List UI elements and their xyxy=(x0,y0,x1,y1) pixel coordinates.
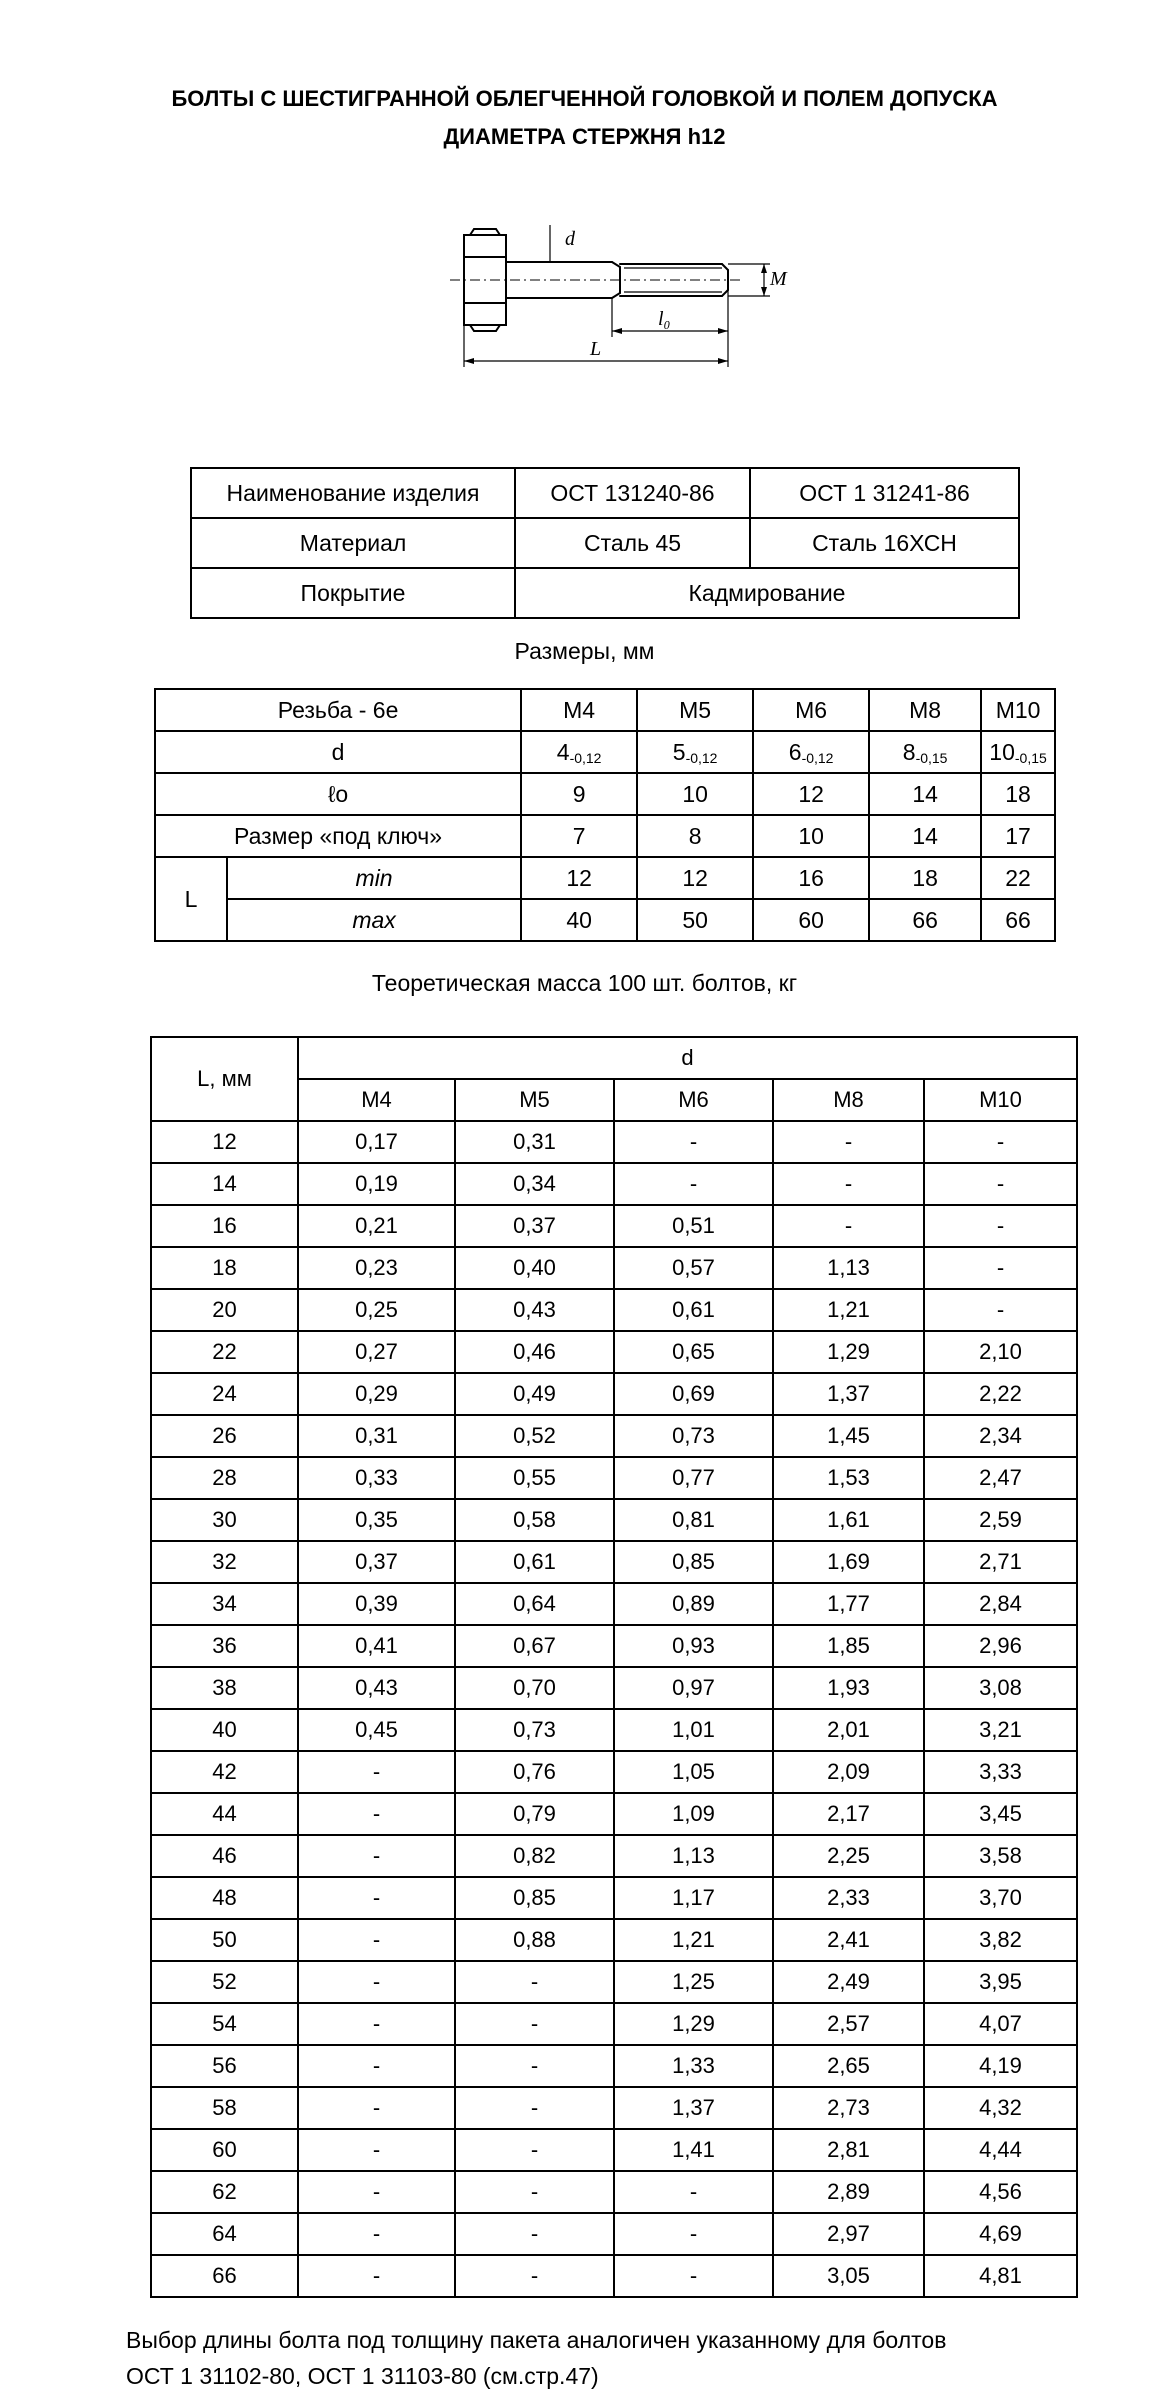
min-cell: 16 xyxy=(753,857,869,899)
product-2: ОСТ 1 31241-86 xyxy=(750,468,1019,518)
mass-value-cell: 1,21 xyxy=(614,1919,773,1961)
mass-value-cell: 2,81 xyxy=(773,2129,924,2171)
table-row xyxy=(151,1919,1077,1961)
d-cell: $4_{-0,12}$ xyxy=(521,731,637,773)
mass-value-cell: 1,45 xyxy=(773,1415,924,1457)
mass-value-cell: - xyxy=(298,2213,455,2255)
mass-value-cell: 1,77 xyxy=(773,1583,924,1625)
mass-value-cell: 0,97 xyxy=(614,1667,773,1709)
mass-value-cell: 1,05 xyxy=(614,1751,773,1793)
mass-value-cell: - xyxy=(924,1205,1077,1247)
mass-value-cell: 3,08 xyxy=(924,1667,1077,1709)
table-row xyxy=(151,1541,1077,1583)
table-row xyxy=(151,2213,1077,2255)
mass-length-cell: 38 xyxy=(151,1667,298,1709)
mass-value-cell: - xyxy=(773,1205,924,1247)
mass-value-cell: 1,09 xyxy=(614,1793,773,1835)
table-row xyxy=(151,1331,1077,1373)
mass-value-cell: - xyxy=(298,1961,455,2003)
mass-value-cell: 2,17 xyxy=(773,1793,924,1835)
mass-length-cell: 66 xyxy=(151,2255,298,2297)
mass-value-cell: 0,37 xyxy=(298,1541,455,1583)
key-row xyxy=(155,815,1055,857)
mass-value-cell: 3,95 xyxy=(924,1961,1077,2003)
mass-value-cell: 0,89 xyxy=(614,1583,773,1625)
dims-caption: Размеры, мм xyxy=(514,638,655,664)
l0-cell: 12 xyxy=(753,773,869,815)
mass-length-cell: 28 xyxy=(151,1457,298,1499)
mass-value-cell: 2,59 xyxy=(924,1499,1077,1541)
mass-value-cell: 2,34 xyxy=(924,1415,1077,1457)
mass-length-cell: 52 xyxy=(151,1961,298,2003)
max-cell: 60 xyxy=(753,899,869,941)
page-title xyxy=(0,80,1169,156)
table-row xyxy=(151,1751,1077,1793)
mass-value-cell: - xyxy=(614,2171,773,2213)
mass-value-cell: - xyxy=(924,1289,1077,1331)
mass-value-cell: 2,57 xyxy=(773,2003,924,2045)
mass-value-cell: 2,96 xyxy=(924,1625,1077,1667)
mass-value-cell: 0,19 xyxy=(298,1163,455,1205)
table-row xyxy=(151,1667,1077,1709)
mass-value-cell: 1,93 xyxy=(773,1667,924,1709)
material-table xyxy=(190,467,1020,619)
mass-value-cell: 1,29 xyxy=(773,1331,924,1373)
mass-value-cell: - xyxy=(455,1961,614,2003)
key-cell: 7 xyxy=(521,815,637,857)
coating-value: Кадмирование xyxy=(515,568,1019,618)
material-row-material xyxy=(191,518,1019,568)
mass-value-cell: 0,35 xyxy=(298,1499,455,1541)
dimensions-table xyxy=(154,688,1056,942)
mass-value-cell: 0,49 xyxy=(455,1373,614,1415)
mass-value-cell: 0,17 xyxy=(298,1121,455,1163)
mass-value-cell: 2,41 xyxy=(773,1919,924,1961)
min-row xyxy=(155,857,1055,899)
mass-length-cell: 56 xyxy=(151,2045,298,2087)
key-cell: 17 xyxy=(981,815,1055,857)
mass-value-cell: 0,77 xyxy=(614,1457,773,1499)
l0-row xyxy=(155,773,1055,815)
d-cell: $10_{-0,15}$ xyxy=(981,731,1055,773)
mass-value-cell: 2,01 xyxy=(773,1709,924,1751)
mass-value-cell: 1,85 xyxy=(773,1625,924,1667)
mass-length-cell: 58 xyxy=(151,2087,298,2129)
mass-header-row xyxy=(151,1037,1077,1079)
title-line-1: БОЛТЫ С ШЕСТИГРАННОЙ ОБЛЕГЧЕННОЙ ГОЛОВКОЙ И ПОЛЕМ ДОПУСКА xyxy=(171,86,998,111)
min-cell: 18 xyxy=(869,857,981,899)
mass-value-cell: 4,32 xyxy=(924,2087,1077,2129)
mass-value-cell: - xyxy=(298,2129,455,2171)
l0-label: ℓo xyxy=(155,773,521,815)
d-cell: $8_{-0,15}$ xyxy=(869,731,981,773)
mass-value-cell: 2,65 xyxy=(773,2045,924,2087)
table-row xyxy=(151,1247,1077,1289)
mass-value-cell: 2,97 xyxy=(773,2213,924,2255)
mass-value-cell: 0,55 xyxy=(455,1457,614,1499)
mass-value-cell: 3,45 xyxy=(924,1793,1077,1835)
mass-value-cell: - xyxy=(298,2171,455,2213)
mass-length-cell: 48 xyxy=(151,1877,298,1919)
thread-cell: M8 xyxy=(869,689,981,731)
title-line-2: ДИАМЕТРА СТЕРЖНЯ h12 xyxy=(443,124,726,149)
mass-value-cell: - xyxy=(298,2003,455,2045)
mass-value-cell: - xyxy=(614,2213,773,2255)
mass-length-cell: 26 xyxy=(151,1415,298,1457)
product-1: ОСТ 131240-86 xyxy=(515,468,750,518)
mass-value-cell: 0,37 xyxy=(455,1205,614,1247)
mass-value-cell: 2,89 xyxy=(773,2171,924,2213)
mass-value-cell: 0,40 xyxy=(455,1247,614,1289)
material-row-coating xyxy=(191,568,1019,618)
mass-column-header: M10 xyxy=(924,1079,1077,1121)
table-row xyxy=(151,1961,1077,2003)
mass-value-cell: 0,34 xyxy=(455,1163,614,1205)
mass-value-cell: 0,27 xyxy=(298,1331,455,1373)
max-cell: 66 xyxy=(981,899,1055,941)
L-label: L xyxy=(155,857,227,941)
mass-value-cell: 0,88 xyxy=(455,1919,614,1961)
mass-value-cell: 1,25 xyxy=(614,1961,773,2003)
row-material-label: Материал xyxy=(191,518,515,568)
d-cell: $6_{-0,12}$ xyxy=(753,731,869,773)
mass-value-cell: 0,69 xyxy=(614,1373,773,1415)
mass-value-cell: 0,85 xyxy=(614,1541,773,1583)
mass-value-cell: - xyxy=(773,1163,924,1205)
mass-value-cell: 3,21 xyxy=(924,1709,1077,1751)
mass-length-cell: 60 xyxy=(151,2129,298,2171)
min-label: min xyxy=(227,857,521,899)
material-1: Сталь 45 xyxy=(515,518,750,568)
mass-value-cell: - xyxy=(455,2003,614,2045)
min-cell: 12 xyxy=(521,857,637,899)
mass-value-cell: 2,84 xyxy=(924,1583,1077,1625)
thread-cell: M5 xyxy=(637,689,753,731)
mass-value-cell: - xyxy=(298,2087,455,2129)
l0-cell: 14 xyxy=(869,773,981,815)
table-row xyxy=(151,2129,1077,2171)
d-cell: $5_{-0,12}$ xyxy=(637,731,753,773)
mass-L-header: L, мм xyxy=(151,1037,298,1121)
max-cell: 66 xyxy=(869,899,981,941)
table-row xyxy=(151,1793,1077,1835)
mass-value-cell: 0,25 xyxy=(298,1289,455,1331)
mass-value-cell: 4,56 xyxy=(924,2171,1077,2213)
key-label: Размер «под ключ» xyxy=(155,815,521,857)
mass-value-cell: 0,29 xyxy=(298,1373,455,1415)
mass-value-cell: 1,37 xyxy=(773,1373,924,1415)
mass-caption: Теоретическая масса 100 шт. болтов, кг xyxy=(371,970,798,996)
table-row xyxy=(151,2087,1077,2129)
mass-value-cell: 0,64 xyxy=(455,1583,614,1625)
drawing-label-l0: l₀ xyxy=(658,308,671,330)
mass-value-cell: 0,76 xyxy=(455,1751,614,1793)
mass-length-cell: 34 xyxy=(151,1583,298,1625)
mass-value-cell: 4,44 xyxy=(924,2129,1077,2171)
mass-column-header: M4 xyxy=(298,1079,455,1121)
mass-value-cell: 0,23 xyxy=(298,1247,455,1289)
mass-value-cell: - xyxy=(455,2045,614,2087)
mass-table-body xyxy=(151,1121,1077,2297)
mass-value-cell: - xyxy=(298,1751,455,1793)
min-cell: 22 xyxy=(981,857,1055,899)
mass-value-cell: 0,81 xyxy=(614,1499,773,1541)
mass-value-cell: 0,31 xyxy=(455,1121,614,1163)
mass-value-cell: - xyxy=(455,2213,614,2255)
mass-value-cell: 0,61 xyxy=(455,1541,614,1583)
mass-value-cell: - xyxy=(298,1877,455,1919)
thread-label: Резьба - 6е xyxy=(155,689,521,731)
mass-value-cell: 2,22 xyxy=(924,1373,1077,1415)
mass-value-cell: 0,61 xyxy=(614,1289,773,1331)
mass-value-cell: 2,09 xyxy=(773,1751,924,1793)
mass-value-cell: 2,33 xyxy=(773,1877,924,1919)
mass-value-cell: 0,93 xyxy=(614,1625,773,1667)
mass-value-cell: 0,41 xyxy=(298,1625,455,1667)
l0-cell: 18 xyxy=(981,773,1055,815)
mass-length-cell: 46 xyxy=(151,1835,298,1877)
drawing-label-d: d xyxy=(565,228,575,250)
table-row xyxy=(151,1163,1077,1205)
table-row xyxy=(151,1709,1077,1751)
mass-value-cell: - xyxy=(924,1247,1077,1289)
mass-length-cell: 54 xyxy=(151,2003,298,2045)
mass-value-cell: - xyxy=(298,2045,455,2087)
max-cell: 40 xyxy=(521,899,637,941)
mass-value-cell: - xyxy=(924,1121,1077,1163)
mass-value-cell: 0,51 xyxy=(614,1205,773,1247)
mass-value-cell: 0,33 xyxy=(298,1457,455,1499)
thread-cell: M6 xyxy=(753,689,869,731)
max-cell: 50 xyxy=(637,899,753,941)
mass-value-cell: 0,82 xyxy=(455,1835,614,1877)
mass-value-cell: 0,46 xyxy=(455,1331,614,1373)
mass-value-cell: - xyxy=(614,1121,773,1163)
mass-value-cell: 4,19 xyxy=(924,2045,1077,2087)
mass-value-cell: 1,13 xyxy=(773,1247,924,1289)
mass-value-cell: 0,85 xyxy=(455,1877,614,1919)
min-cell: 12 xyxy=(637,857,753,899)
mass-length-cell: 12 xyxy=(151,1121,298,1163)
mass-length-cell: 18 xyxy=(151,1247,298,1289)
table-row xyxy=(151,1289,1077,1331)
mass-value-cell: 1,33 xyxy=(614,2045,773,2087)
table-row xyxy=(151,1877,1077,1919)
key-cell: 8 xyxy=(637,815,753,857)
table-row xyxy=(151,1373,1077,1415)
mass-value-cell: 2,10 xyxy=(924,1331,1077,1373)
thread-cell: M10 xyxy=(981,689,1055,731)
row-coating-label: Покрытие xyxy=(191,568,515,618)
table-row xyxy=(151,1499,1077,1541)
footnote xyxy=(126,2322,946,2394)
mass-value-cell: - xyxy=(298,2255,455,2297)
mass-value-cell: 2,25 xyxy=(773,1835,924,1877)
mass-value-cell: 2,73 xyxy=(773,2087,924,2129)
mass-d-header: d xyxy=(298,1037,1077,1079)
mass-value-cell: 0,57 xyxy=(614,1247,773,1289)
mass-length-cell: 24 xyxy=(151,1373,298,1415)
mass-value-cell: - xyxy=(773,1121,924,1163)
mass-value-cell: - xyxy=(298,1919,455,1961)
d-label: d xyxy=(155,731,521,773)
mass-value-cell: 1,21 xyxy=(773,1289,924,1331)
thread-row xyxy=(155,689,1055,731)
mass-value-cell: 4,07 xyxy=(924,2003,1077,2045)
mass-value-cell: 1,13 xyxy=(614,1835,773,1877)
mass-value-cell: 4,81 xyxy=(924,2255,1077,2297)
table-row xyxy=(151,1415,1077,1457)
mass-column-header: M8 xyxy=(773,1079,924,1121)
table-row xyxy=(151,1583,1077,1625)
mass-value-cell: - xyxy=(455,2255,614,2297)
mass-value-cell: - xyxy=(298,1793,455,1835)
mass-value-cell: 0,52 xyxy=(455,1415,614,1457)
mass-length-cell: 44 xyxy=(151,1793,298,1835)
mass-length-cell: 62 xyxy=(151,2171,298,2213)
mass-value-cell: 0,73 xyxy=(614,1415,773,1457)
l0-cell: 9 xyxy=(521,773,637,815)
mass-value-cell: 0,73 xyxy=(455,1709,614,1751)
mass-value-cell: - xyxy=(298,1835,455,1877)
table-row xyxy=(151,2045,1077,2087)
bolt-drawing xyxy=(450,215,810,385)
mass-value-cell: 3,70 xyxy=(924,1877,1077,1919)
mass-length-cell: 36 xyxy=(151,1625,298,1667)
max-label: max xyxy=(227,899,521,941)
mass-value-cell: - xyxy=(614,2255,773,2297)
material-2: Сталь 16ХСН xyxy=(750,518,1019,568)
mass-value-cell: 0,45 xyxy=(298,1709,455,1751)
d-row xyxy=(155,731,1055,773)
key-cell: 14 xyxy=(869,815,981,857)
mass-value-cell: 0,39 xyxy=(298,1583,455,1625)
max-row xyxy=(155,899,1055,941)
mass-value-cell: 0,31 xyxy=(298,1415,455,1457)
mass-length-cell: 50 xyxy=(151,1919,298,1961)
table-row xyxy=(151,2255,1077,2297)
mass-length-cell: 64 xyxy=(151,2213,298,2255)
thread-cell: M4 xyxy=(521,689,637,731)
mass-value-cell: 0,58 xyxy=(455,1499,614,1541)
footnote-line-2: ОСТ 1 31102-80, ОСТ 1 31103-80 (см.стр.47) xyxy=(126,2363,599,2389)
mass-value-cell: 0,70 xyxy=(455,1667,614,1709)
mass-length-cell: 14 xyxy=(151,1163,298,1205)
material-row-name xyxy=(191,468,1019,518)
mass-value-cell: 0,21 xyxy=(298,1205,455,1247)
mass-value-cell: 0,65 xyxy=(614,1331,773,1373)
drawing-label-m: M xyxy=(770,268,787,290)
mass-length-cell: 30 xyxy=(151,1499,298,1541)
mass-value-cell: 0,43 xyxy=(455,1289,614,1331)
mass-value-cell: 1,01 xyxy=(614,1709,773,1751)
mass-column-header: M5 xyxy=(455,1079,614,1121)
mass-length-cell: 20 xyxy=(151,1289,298,1331)
mass-value-cell: 0,43 xyxy=(298,1667,455,1709)
mass-value-cell: 4,69 xyxy=(924,2213,1077,2255)
mass-table xyxy=(150,1036,1078,2298)
mass-value-cell: 3,58 xyxy=(924,1835,1077,1877)
mass-value-cell: 2,49 xyxy=(773,1961,924,2003)
mass-value-cell: 3,82 xyxy=(924,1919,1077,1961)
mass-value-cell: 1,37 xyxy=(614,2087,773,2129)
mass-value-cell: 1,53 xyxy=(773,1457,924,1499)
key-cell: 10 xyxy=(753,815,869,857)
mass-value-cell: 1,69 xyxy=(773,1541,924,1583)
drawing-label-l: L xyxy=(590,338,602,360)
mass-value-cell: 3,05 xyxy=(773,2255,924,2297)
mass-value-cell: 1,61 xyxy=(773,1499,924,1541)
mass-value-cell: 1,29 xyxy=(614,2003,773,2045)
mass-value-cell: 1,41 xyxy=(614,2129,773,2171)
table-row xyxy=(151,1625,1077,1667)
mass-length-cell: 42 xyxy=(151,1751,298,1793)
table-row xyxy=(151,1457,1077,1499)
table-row xyxy=(151,1121,1077,1163)
table-row xyxy=(151,1835,1077,1877)
mass-value-cell: - xyxy=(614,1163,773,1205)
table-row xyxy=(151,2171,1077,2213)
mass-value-cell: 0,79 xyxy=(455,1793,614,1835)
mass-value-cell: - xyxy=(455,2087,614,2129)
table-row xyxy=(151,2003,1077,2045)
mass-length-cell: 16 xyxy=(151,1205,298,1247)
mass-length-cell: 40 xyxy=(151,1709,298,1751)
row-name-label: Наименование изделия xyxy=(191,468,515,518)
mass-value-cell: - xyxy=(455,2171,614,2213)
mass-column-header: M6 xyxy=(614,1079,773,1121)
mass-value-cell: 0,67 xyxy=(455,1625,614,1667)
mass-length-cell: 32 xyxy=(151,1541,298,1583)
table-row xyxy=(151,1205,1077,1247)
mass-value-cell: 2,71 xyxy=(924,1541,1077,1583)
mass-value-cell: 2,47 xyxy=(924,1457,1077,1499)
mass-value-cell: - xyxy=(455,2129,614,2171)
mass-value-cell: 3,33 xyxy=(924,1751,1077,1793)
mass-value-cell: 1,17 xyxy=(614,1877,773,1919)
mass-length-cell: 22 xyxy=(151,1331,298,1373)
mass-value-cell: - xyxy=(924,1163,1077,1205)
footnote-line-1: Выбор длины болта под толщину пакета аналогичен указанному для болтов xyxy=(126,2327,947,2353)
l0-cell: 10 xyxy=(637,773,753,815)
